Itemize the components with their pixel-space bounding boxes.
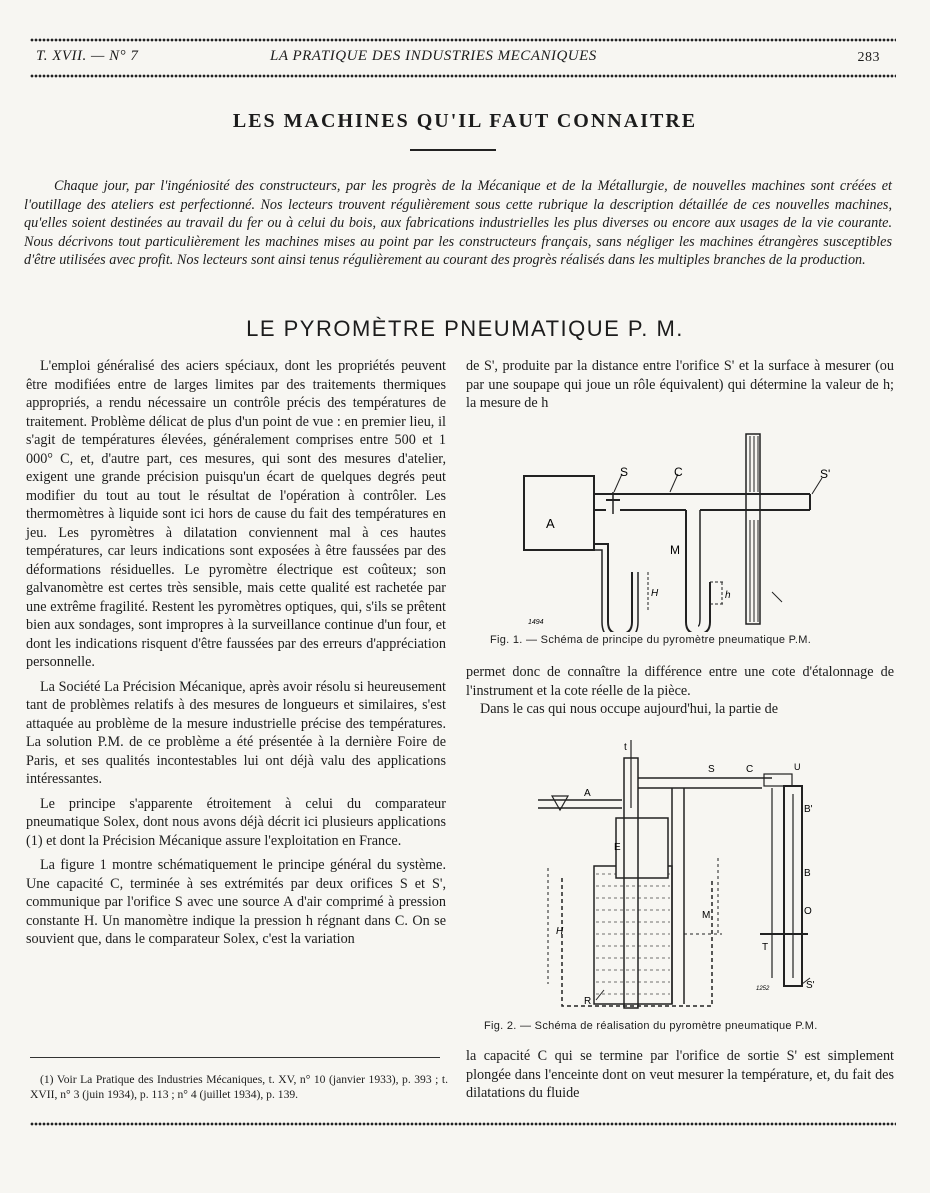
fig2-label-b-prime: B': [804, 804, 813, 815]
fig2-label-t-cap: T: [762, 942, 769, 953]
section-title: LES MACHINES QU'IL FAUT CONNAITRE: [232, 110, 698, 132]
running-header: [30, 44, 896, 70]
fig2-label-h: H: [556, 926, 564, 937]
paragraph: La figure 1 montre schématiquement le principe général du système. Une capacité C, terminée à ses extrémités par deux orifices S et S', communique par l'orifice S avec une source A d'air comprimé à pression constante H. Un manomètre indique la pression h régnant dans C. On se souvient que, dans le comparateur Solex, c'est la variation: [26, 857, 446, 947]
right-column-top: de S', produite par la distance entre l'orifice S' et la surface à mesurer (ou par une soupape qui joue un rôle équivalent) qui détermine la valeur de h; la mesure de h: [466, 358, 894, 411]
paragraph: permet donc de connaître la différence entre une cote d'étalonnage de l'instrument et la cote réelle de la pièce.: [466, 664, 894, 699]
right-column-bottom: la capacité C qui se termine par l'orifice de sortie S' est simplement plongée dans l'enceinte dont on veut mesurer la température, et, du fait des dilatations du fluide: [466, 1048, 894, 1101]
figure-1-diagram: [510, 432, 840, 632]
footnote-divider: [30, 1057, 440, 1058]
journal-title: LA PRATIQUE DES INDUSTRIES MECANIQUES: [270, 48, 597, 64]
paragraph: L'emploi généralisé des aciers spéciaux, dont les propriétés peuvent être modifiées entre de larges limites par des traitements thermiques appropriés, a rendu nécessaire un contrôle précis des températures de traitement. Problème délicat de plus d'un point de vue : en premier lieu, il s'agit de températures élevées, généralement comprises entre 500 et 1 000° C, et, d'autre part, ces mesures, qui sont des mesures d'atelier, exigent une grande précision puisqu'un écart de quelques degrés peut modifier du tout au tout le résultat de l'opération à contrôler. Les thermomètres à liquide sont ici hors de cause du fait des températures en jeu. Les pyromètres à dilatation conviennent mal à ces hautes températures, car leurs indications sont exposées à être faussées par des déformations résiduelles. Le pyromètre électrique est coûteux; son galvanomètre est certes très sensible, mais cette qualité est rachetée par une extrême fragilité. Restent les pyromètres optiques, qui, s'ils se prêtent bien aux sondages, sont impropres à la surveillance continue d'un four, et dont les indications risquent d'être faussées par des erreurs d'appréciation personnelle.: [26, 358, 446, 670]
fig2-label-e: E: [614, 842, 621, 853]
fig2-label-s-prime: S': [806, 980, 815, 991]
fig2-label-o: O: [804, 906, 812, 917]
footer-rule: [30, 1122, 896, 1126]
fig1-label-h-lower: h: [725, 590, 731, 601]
fig2-label-t: t: [624, 742, 627, 753]
fig2-label-r: R: [584, 996, 592, 1007]
fig2-number: 1252: [756, 986, 770, 992]
fig2-label-s: S: [708, 764, 715, 775]
paragraph: La Société La Précision Mécanique, après avoir résolu si heureusement tant de problèmes relatifs à des mesures de longueurs et similaires, s'est attaquée au problème de la mesure industrielle précise des températures. La solution P.M. de ce problème a été présentée à la dernière Foire de Paris, et ses qualités incontestables lui ont déjà valu des applications intéressantes.: [26, 678, 446, 787]
intro-paragraph: Chaque jour, par l'ingéniosité des constructeurs, par les progrès de la Mécanique et de la Métallurgie, de nouvelles machines sont créées et l'outillage des ateliers est perfectionné. Nos lecteurs trouvent régulièrement sous cette rubrique la description détaillée de ces nouvelles machines, qu'elles soient destinées au travail du fer ou à celui du bois, aux fabrications industrielles les plus diverses ou encore aux usages de la vie courante. Nous décrivons tout particulièrement les machines mises au point par les constructeurs français, sans négliger les machines étrangères susceptibles d'être utilisées avec profit. Nos lecteurs sont ainsi tenus régulièrement au courant des progrès réalisés dans les multiples branches de la production.: [24, 178, 892, 269]
fig1-label-a: A: [546, 516, 555, 531]
paragraph: Le principe s'apparente étroitement à celui du comparateur pneumatique Solex, dont nous avons déjà décrit ici plusieurs applications (1) et dont la Précision Mécanique assure l'exploitation en France.: [26, 795, 446, 849]
fig1-label-s-prime: S': [820, 467, 831, 481]
left-column: [26, 357, 446, 955]
fig2-label-a: A: [584, 788, 591, 799]
figure-2-diagram: [532, 738, 832, 1014]
article-title: LE PYROMÈTRE PNEUMATIQUE P. M.: [246, 316, 684, 341]
page-number: 283: [857, 50, 880, 65]
fig1-label-s: S: [620, 465, 629, 479]
fig1-label-m: M: [670, 543, 680, 557]
right-column-middle: [466, 663, 894, 719]
title-divider: [410, 149, 496, 151]
fig2-label-b: B: [804, 868, 811, 879]
fig1-label-c: C: [674, 465, 683, 479]
footnote: (1) Voir La Pratique des Industries Mécaniques, t. XV, n° 10 (janvier 1933), p. 393 ; t. XVII, n° 3 (juin 1934), p. 113 ; n° 4 (juillet 1934), p. 139.: [30, 1073, 448, 1101]
header-bottom-rule: [30, 74, 896, 78]
fig1-number: 1494: [528, 619, 544, 626]
fig2-label-m: M: [702, 910, 711, 921]
figure-2-caption: Fig. 2. — Schéma de réalisation du pyromètre pneumatique P.M.: [484, 1020, 818, 1032]
figure-1-caption: Fig. 1. — Schéma de principe du pyromètre pneumatique P.M.: [490, 634, 812, 646]
fig2-label-u: U: [794, 762, 801, 772]
paragraph: Dans le cas qui nous occupe aujourd'hui, la partie de: [480, 701, 779, 717]
fig2-label-c: C: [746, 764, 754, 775]
volume-number: T. XVII. — N° 7: [36, 48, 139, 64]
header-top-rule: [30, 38, 896, 42]
fig1-label-h-upper: H: [651, 588, 659, 599]
